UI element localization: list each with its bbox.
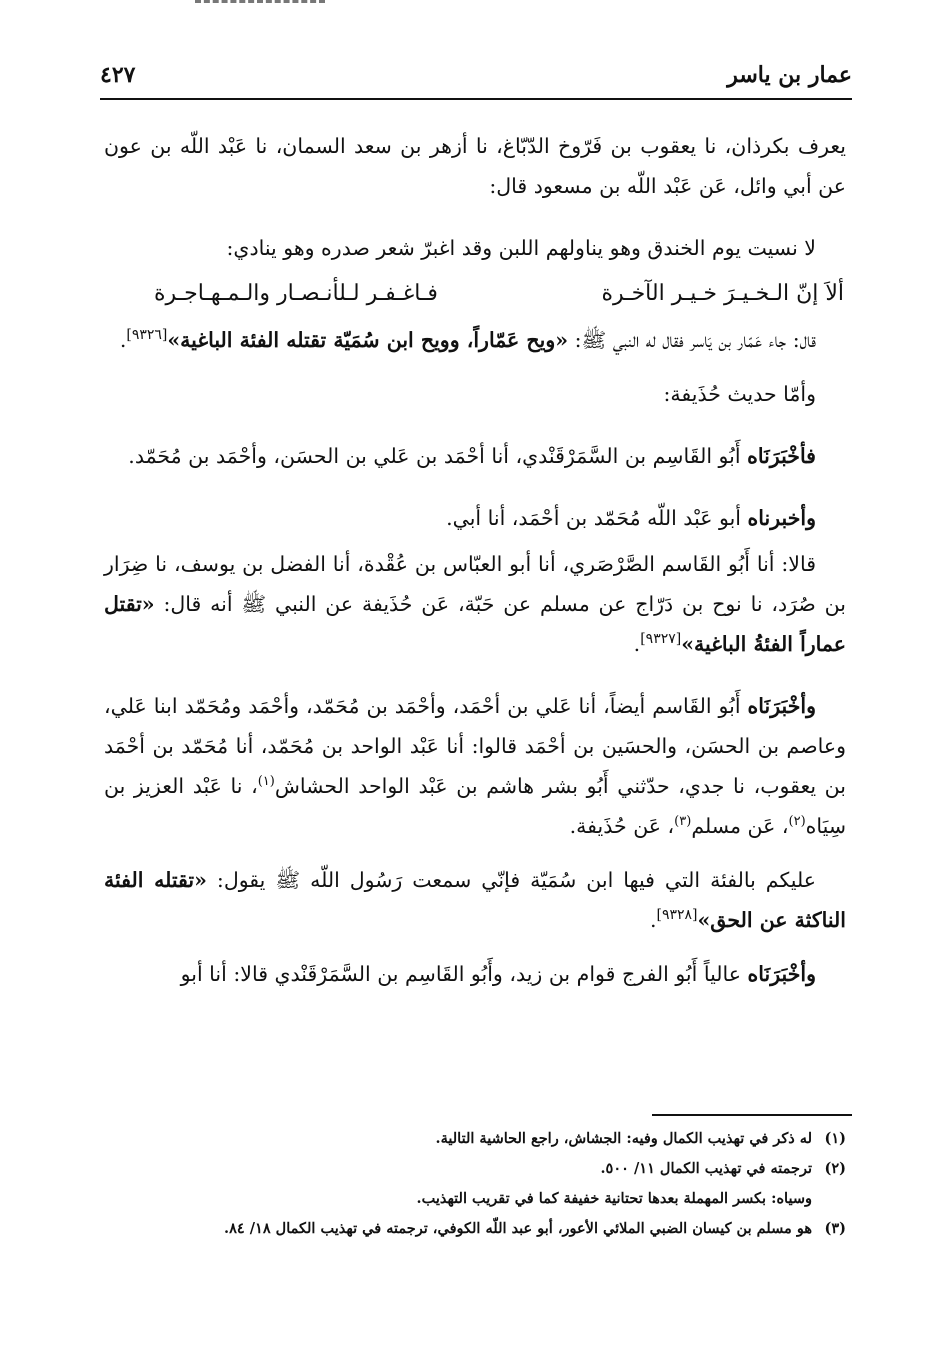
paragraph-8-text-a: أَبُو القَاسم أيضاً، أنا عَلي بن أحْمَد، وأحْمَد بن مُحَمّد، وأحْمَد ومُحَمّد ابنا عَلي، وعاصم بن الحسَن، والحسَين بن أحْمَد قالوا: أنا عَبْد الواحد بن مُحَمّد، أنا مُحَمّد بن أحْمَد بن يعقوب، نا جدي، حدّثني أَبُو بشر هاشم بن عَبْد الواحد الحشاش: [104, 694, 846, 798]
paragraph-8: [104, 686, 846, 846]
verse-second-hemistich: فـاغـفـر لـلأنـصـار والـمـهـاجـرة: [154, 281, 438, 306]
footnote-number: (٣): [824, 1220, 846, 1237]
paragraph-1-text: يعرف بكرذان، نا يعقوب بن فَرّوخ الدّبّاغ، نا أزهر بن سعد السمان، نا عَبْد اللّه بن عون عن أبي وائل، عَن عَبْد اللّه بن مسعود قال:: [104, 134, 846, 198]
paragraph-5-text: أَبُو القَاسِم بن السَّمَرْقَنْدي، أنا أحْمَد بن عَلي بن الحسَن، وأحْمَد بن مُحَمّد.: [128, 444, 741, 468]
page-header: [100, 60, 852, 98]
hadith-quote: «تقتل عماراً الفئةُ الباغية»: [104, 592, 846, 656]
paragraph-2: [104, 228, 846, 268]
footnote-2-continuation: وسياه: بكسر المهملة بعدها تحتانية خفيفة كما في تقريب التهذيب.: [416, 1190, 812, 1207]
footnote-3: [104, 1214, 846, 1244]
footnote-marker-1[interactable]: (١): [257, 774, 275, 790]
main-text: [104, 126, 846, 994]
paragraph-9-text: عليكم بالفئة التي فيها ابن سُمَيّة فإنّي سمعت رَسُول اللّه ﷺ يقول:: [216, 868, 816, 892]
footnote-1: [104, 1124, 846, 1154]
isnad-keyword: وأخْبَرَنَاه: [747, 694, 816, 718]
paragraph-1: [104, 126, 846, 206]
paragraph-7-text: قالا: أنا أَبُو القَاسم الصَّرْصَري، أنا أبو العبّاس بن عُقْدة، أنا الفضل بن يوسف، نا ضِرَار بن صُرَد، نا نوح بن دَرّاج عن مسلم عن حَبّة، عَن حُذَيفة عن النبي ﷺ أنه قال:: [104, 552, 846, 616]
paragraph-7: قالا: أنا أَبُو القَاسم الصَّرْصَري، أنا أبو العبّاس بن عُقْدة، أنا الفضل بن يوسف، نا ضِرَار بن صُرَد، نا نوح بن دَرّاج عن مسلم عن حَبّة، عَن حُذَيفة عن النبي ﷺ أنه قال: «تقتل عماراً الفئةُ الباغية»[٩٣٢٧].: [104, 552, 846, 656]
paragraph-8-text-d: ، عَن حُذَيفة.: [569, 814, 675, 838]
paragraph-4-text: وأمّا حديث حُذَيفة:: [663, 382, 816, 406]
poetry-verse: [104, 274, 846, 314]
isnad-keyword: فأخْبَرَنَاه: [747, 444, 816, 468]
paragraph-3-text: قال: جاء عَمّار بن يَاسر فقال له النبي ﷺ:: [574, 328, 816, 352]
paragraph-5: [104, 436, 846, 476]
footnote-number: (٢): [824, 1160, 846, 1177]
footnote-number: (١): [824, 1130, 846, 1147]
footnote-rule: [652, 1114, 852, 1116]
verse-first-hemistich: ألاَ إنّ الـخـيـرَ خـيـر الآخـرة: [601, 281, 844, 306]
hadith-ref-9326: [٩٣٢٦]: [126, 327, 168, 344]
paragraph-2-text: لا نسيت يوم الخندق وهو يناولهم اللبن وقد اغبرّ شعر صدره وهو ينادي:: [226, 236, 816, 260]
footnote-text: له ذكر في تهذيب الكمال وفيه: الجشاش، راجع الحاشية التالية.: [435, 1130, 812, 1147]
paragraph-10: [104, 954, 846, 994]
running-title: عمار بن ياسر: [727, 62, 852, 88]
hadith-ref-9328: [٩٣٢٨]: [656, 907, 698, 924]
footnote-text: ترجمته في تهذيب الكمال ١١/ ٥٠٠.: [600, 1160, 812, 1177]
footnote-marker-2[interactable]: (٢): [788, 814, 806, 830]
paragraph-4: [104, 374, 846, 414]
paragraph-6-text: أبو عَبْد اللّه مُحَمّد بن أحْمَد، أنا أبي.: [446, 506, 741, 530]
isnad-keyword: وأخْبَرَنَاه: [747, 962, 816, 986]
page-number: ٤٢٧: [100, 62, 136, 88]
hadith-quote: «ويح عَمّاراً، وويح ابن سُمَيّة تقتله الفئة الباغية»: [167, 328, 569, 352]
paragraph-6: [104, 498, 846, 538]
hadith-quote: «تقتله الفئة الناكثة عن الحق»: [104, 868, 846, 932]
paragraph-10-text: عالياً أَبُو الفرج قوام بن زيد، وأَبُو القَاسِم بن السَّمَرْقَنْدي قالا: أنا أبو: [180, 962, 741, 986]
scan-edge-mark: [195, 0, 325, 9]
paragraph-8-text-c: ، عَن مسلم: [691, 814, 789, 838]
footnotes: [104, 1124, 846, 1244]
paragraph-8-text-b: ، نا عَبْد العزيز بن سِيَاه: [104, 774, 846, 838]
footnote-marker-3[interactable]: (٣): [674, 814, 692, 830]
paragraph-9: عليكم بالفئة التي فيها ابن سُمَيّة فإنّي سمعت رَسُول اللّه ﷺ يقول: «تقتله الفئة الناكثة عن الحق»[٩٣٢٨].: [104, 868, 846, 932]
paragraph-3: قال: جاء عَمّار بن يَاسر فقال له النبي ﷺ: «ويح عَمّاراً، وويح ابن سُمَيّة تقتله الفئة الباغية»[٩٣٢٦].: [119, 327, 816, 352]
footnote-text: هو مسلم بن كيسان الضبي الملائي الأعور، أبو عبد اللّه الكوفي، ترجمته في تهذيب الكمال ١٨/ ٨٤.: [224, 1220, 812, 1237]
hadith-ref-9327: [٩٣٢٧]: [640, 631, 682, 648]
footnote-2: [104, 1154, 846, 1184]
header-rule: [100, 98, 852, 100]
isnad-keyword: وأخبرناه: [747, 506, 816, 530]
